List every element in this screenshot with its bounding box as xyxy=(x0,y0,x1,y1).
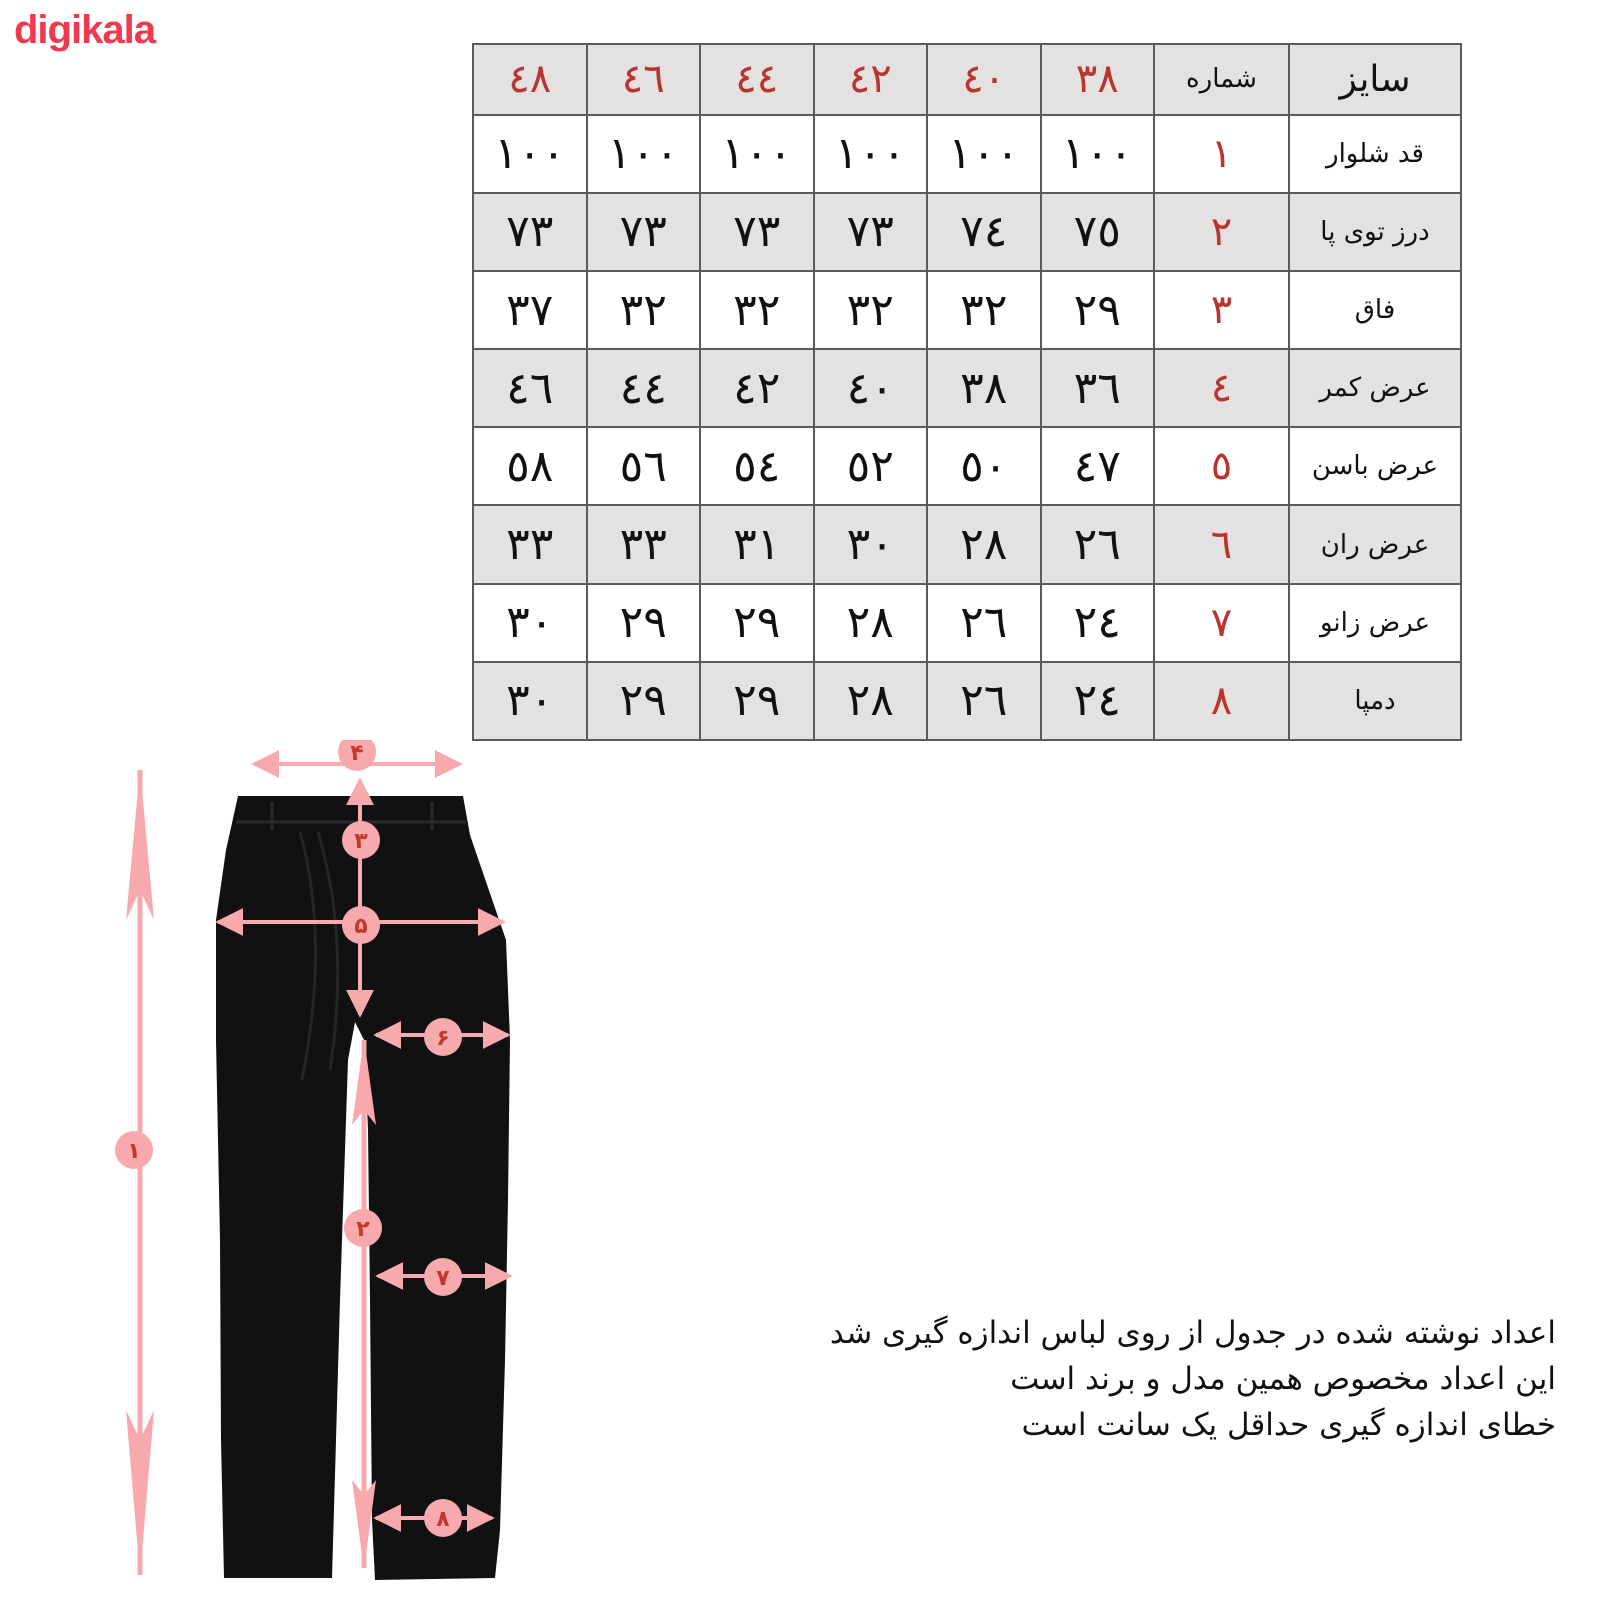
table-cell: ۳٦ xyxy=(1041,349,1155,427)
table-cell: ۲٦ xyxy=(927,662,1041,740)
marker-8-label: ۸ xyxy=(436,1507,450,1532)
table-cell: ۲۹ xyxy=(587,584,701,662)
table-cell: ۳۰ xyxy=(814,505,928,583)
row-label: عرض ران xyxy=(1289,505,1461,583)
table-cell: ٤٦ xyxy=(473,349,587,427)
size-header-48: ٤۸ xyxy=(473,44,587,115)
table-cell: ۷۳ xyxy=(814,193,928,271)
marker-2-label: ۲ xyxy=(356,1217,370,1242)
measurement-notes xyxy=(736,1310,1556,1448)
size-header-40: ٤۰ xyxy=(927,44,1041,115)
row-label: درز توی پا xyxy=(1289,193,1461,271)
table-row xyxy=(473,662,1461,740)
marker-6-label: ۶ xyxy=(436,1026,450,1051)
note-line-1: اعداد نوشته شده در جدول از روی لباس اندازه گیری شد xyxy=(829,1315,1556,1351)
table-row xyxy=(473,271,1461,349)
size-header-44: ٤٤ xyxy=(700,44,814,115)
row-number: ٥ xyxy=(1154,427,1289,505)
row-number: ٤ xyxy=(1154,349,1289,427)
table-cell: ۷٤ xyxy=(927,193,1041,271)
row-label: فاق xyxy=(1289,271,1461,349)
measure-arrow-1 xyxy=(126,768,154,1576)
table-cell: ٥۲ xyxy=(814,427,928,505)
table-cell: ٤۰ xyxy=(814,349,928,427)
table-cell: ۱۰۰ xyxy=(473,115,587,193)
table-cell: ۳۳ xyxy=(473,505,587,583)
marker-1-label: ۱ xyxy=(127,1139,141,1164)
marker-7 xyxy=(424,1258,462,1296)
table-cell: ۱۰۰ xyxy=(1041,115,1155,193)
row-number: ۸ xyxy=(1154,662,1289,740)
table-cell: ٥۰ xyxy=(927,427,1041,505)
table-cell: ۳۰ xyxy=(473,584,587,662)
table-cell: ۳۲ xyxy=(927,271,1041,349)
size-table xyxy=(472,43,1462,741)
table-cell: ۱۰۰ xyxy=(814,115,928,193)
row-label: قد شلوار xyxy=(1289,115,1461,193)
size-header-38: ۳۸ xyxy=(1041,44,1155,115)
row-number: ۱ xyxy=(1154,115,1289,193)
row-number: ٦ xyxy=(1154,505,1289,583)
row-label: دمپا xyxy=(1289,662,1461,740)
marker-8 xyxy=(424,1499,462,1537)
table-header-row xyxy=(473,44,1461,115)
table-cell: ۷۳ xyxy=(700,193,814,271)
marker-2 xyxy=(344,1209,382,1247)
table-cell: ۳۱ xyxy=(700,505,814,583)
table-cell: ۱۰۰ xyxy=(587,115,701,193)
table-row xyxy=(473,193,1461,271)
table-cell: ۷٥ xyxy=(1041,193,1155,271)
table-cell: ٥٦ xyxy=(587,427,701,505)
table-cell: ۲۸ xyxy=(814,584,928,662)
table-cell: ۳۲ xyxy=(814,271,928,349)
size-header-42: ٤۲ xyxy=(814,44,928,115)
marker-6 xyxy=(424,1018,462,1056)
table-cell: ٤۲ xyxy=(700,349,814,427)
marker-4-label: ۴ xyxy=(350,741,364,766)
table-cell: ۲۸ xyxy=(814,662,928,740)
table-cell: ۲۹ xyxy=(700,584,814,662)
table-cell: ۲٦ xyxy=(927,584,1041,662)
row-number: ۷ xyxy=(1154,584,1289,662)
table-cell: ۳۳ xyxy=(587,505,701,583)
table-cell: ۲٤ xyxy=(1041,662,1155,740)
table-cell: ۱۰۰ xyxy=(927,115,1041,193)
table-cell: ٤٤ xyxy=(587,349,701,427)
table-cell: ۲۹ xyxy=(700,662,814,740)
table-cell: ۷۳ xyxy=(587,193,701,271)
table-cell: ۱۰۰ xyxy=(700,115,814,193)
size-header-cell: سایز xyxy=(1289,44,1461,115)
table-row xyxy=(473,349,1461,427)
row-number: ۳ xyxy=(1154,271,1289,349)
table-row xyxy=(473,115,1461,193)
row-label: عرض کمر xyxy=(1289,349,1461,427)
pants-measurement-diagram xyxy=(0,740,560,1600)
table-cell: ۳۷ xyxy=(473,271,587,349)
table-row xyxy=(473,505,1461,583)
digikala-logo: digikala xyxy=(14,8,155,52)
table-row xyxy=(473,584,1461,662)
table-cell: ۳۲ xyxy=(587,271,701,349)
table-row xyxy=(473,427,1461,505)
table-cell: ۳۸ xyxy=(927,349,1041,427)
marker-5-label: ۵ xyxy=(354,914,368,939)
row-label: عرض زانو xyxy=(1289,584,1461,662)
table-cell: ٤۷ xyxy=(1041,427,1155,505)
table-cell: ۲۹ xyxy=(1041,271,1155,349)
row-number: ۲ xyxy=(1154,193,1289,271)
marker-1 xyxy=(115,1131,153,1169)
row-label: عرض باسن xyxy=(1289,427,1461,505)
note-line-3: خطای اندازه گیری حداقل یک سانت است xyxy=(1021,1407,1556,1443)
marker-5 xyxy=(342,906,380,944)
size-header-46: ٤٦ xyxy=(587,44,701,115)
table-cell: ٥۸ xyxy=(473,427,587,505)
marker-7-label: ۷ xyxy=(436,1266,450,1291)
table-cell: ۳۰ xyxy=(473,662,587,740)
marker-4 xyxy=(338,740,376,771)
table-cell: ۷۳ xyxy=(473,193,587,271)
table-cell: ۲٦ xyxy=(1041,505,1155,583)
table-cell: ٥٤ xyxy=(700,427,814,505)
marker-3-label: ۳ xyxy=(354,829,368,854)
marker-3 xyxy=(342,821,380,859)
table-cell: ۲٤ xyxy=(1041,584,1155,662)
number-header-cell: شماره xyxy=(1154,44,1289,115)
table-cell: ۲۹ xyxy=(587,662,701,740)
note-line-2: این اعداد مخصوص همین مدل و برند است xyxy=(1010,1361,1556,1397)
table-cell: ۲۸ xyxy=(927,505,1041,583)
table-cell: ۳۲ xyxy=(700,271,814,349)
